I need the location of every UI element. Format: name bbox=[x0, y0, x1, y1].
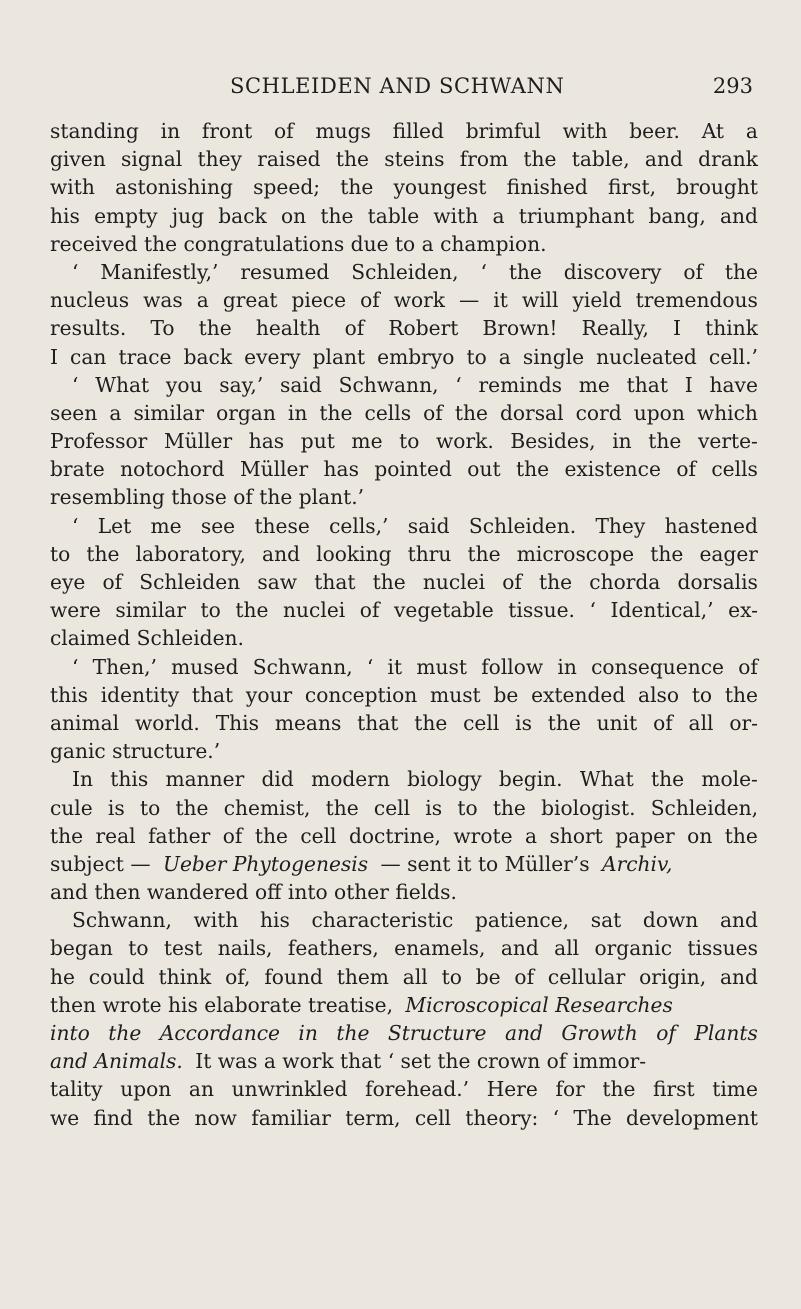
body-text bbox=[50, 117, 758, 1132]
text-line: ‘ Let me see these cells,’ said Schleiden. They hastened bbox=[72, 513, 758, 538]
text-line: Professor Müller has put me to work. Besides, in the verte- bbox=[50, 429, 758, 454]
text-line: cule is to the chemist, the cell is to the biologist. Schleiden, bbox=[50, 795, 758, 820]
text-line: In this manner did modern biology begin. What the mole- bbox=[72, 767, 758, 792]
text-line: Schwann, with his characteristic patience, sat down and bbox=[72, 908, 758, 933]
text-line: began to test nails, feathers, enamels, and all organic tissues bbox=[50, 936, 758, 961]
text-line: the real father of the cell doctrine, wrote a short paper on the bbox=[50, 823, 758, 848]
text-line: we find the now familiar term, cell theory: ‘ The development bbox=[50, 1105, 758, 1130]
text-line: with astonishing speed; the youngest finished first, brought bbox=[50, 175, 758, 200]
text-line: ‘ Then,’ mused Schwann, ‘ it must follow in consequence of bbox=[72, 654, 758, 679]
text-line: ‘ Manifestly,’ resumed Schleiden, ‘ the discovery of the bbox=[72, 259, 758, 284]
text-line: resembling those of the plant.’ bbox=[50, 485, 365, 510]
text-line: his empty jug back on the table with a triumphant bang, and bbox=[50, 203, 758, 228]
text-line: ganic structure.’ bbox=[50, 739, 221, 764]
text-line: received the congratulations due to a champion. bbox=[50, 231, 547, 256]
text-line: nucleus was a great piece of work — it will yield tremendous bbox=[50, 288, 758, 313]
text-line: and then wandered off into other fields. bbox=[50, 880, 457, 905]
text-line: then wrote his elaborate treatise, Microscopical Researches bbox=[50, 991, 758, 1019]
page-header bbox=[0, 74, 801, 104]
text-line: given signal they raised the steins from the table, and drank bbox=[50, 147, 758, 172]
italic-title: Ueber Phytogenesis bbox=[162, 851, 369, 876]
italic-title: Microscopical Researches bbox=[405, 992, 673, 1017]
text-line: were similar to the nuclei of vegetable tissue. ‘ Identical,’ ex- bbox=[50, 598, 758, 623]
text-line: seen a similar organ in the cells of the dorsal cord upon which bbox=[50, 400, 758, 425]
text-line: this identity that your conception must be extended also to the bbox=[50, 682, 758, 707]
text-line: tality upon an unwrinkled forehead.’ Here for the first time bbox=[50, 1077, 758, 1102]
page-number: 293 bbox=[712, 74, 753, 98]
text-line: subject — Ueber Phytogenesis — sent it to Müller’s Archiv, bbox=[50, 850, 758, 878]
text-line: I can trace back every plant embryo to a single nucleated cell.’ bbox=[50, 344, 758, 369]
text-line: animal world. This means that the cell is the unit of all or- bbox=[50, 710, 758, 735]
italic-title: Archiv, bbox=[602, 851, 673, 876]
running-head: SCHLEIDEN AND SCHWANN bbox=[230, 74, 565, 98]
text-line: brate notochord Müller has pointed out the existence of cells bbox=[50, 457, 758, 482]
text-line: standing in front of mugs filled brimful with beer. At a bbox=[50, 119, 758, 143]
text-line: into the Accordance in the Structure and Growth of Plants bbox=[50, 1021, 758, 1045]
text-line: and Animals. It was a work that ‘ set the crown of immor- bbox=[50, 1049, 647, 1074]
text-line: to the laboratory, and looking thru the microscope the eager bbox=[50, 541, 758, 566]
text-line: ‘ What you say,’ said Schwann, ‘ reminds me that I have bbox=[72, 372, 758, 397]
text-line: he could think of, found them all to be of cellular origin, and bbox=[50, 964, 758, 989]
text-line: eye of Schleiden saw that the nuclei of the chorda dorsalis bbox=[50, 570, 758, 594]
text-line: results. To the health of Robert Brown! Really, I think bbox=[50, 316, 758, 341]
text-line: claimed Schleiden. bbox=[50, 626, 244, 651]
